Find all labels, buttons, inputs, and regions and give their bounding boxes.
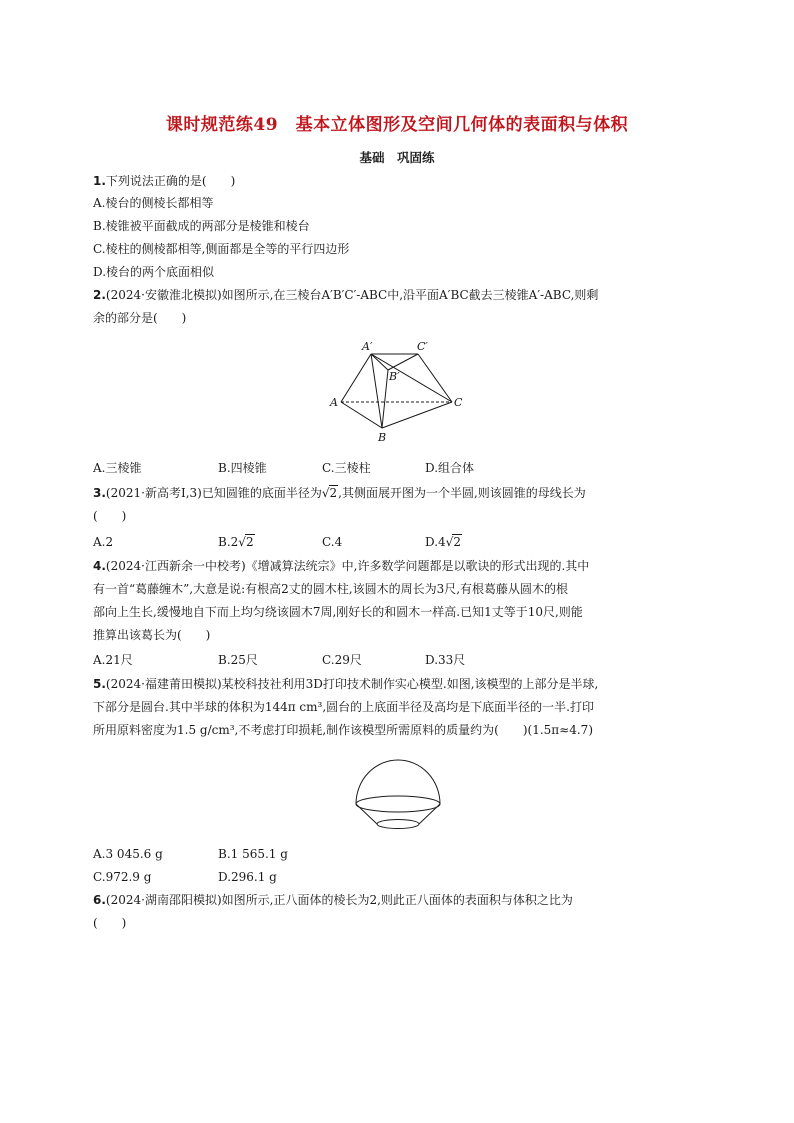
q2-option-b: B.四棱锥 bbox=[218, 461, 267, 475]
q3-option-b-radicand: 2 bbox=[245, 535, 254, 549]
hemisphere-outline bbox=[356, 760, 440, 804]
q5-option-a: A.3 045.6 g bbox=[93, 847, 163, 861]
edge-a1-c bbox=[371, 354, 452, 402]
q1-option-b: B.棱锥被平面截成的两部分是棱锥和棱台 bbox=[93, 219, 310, 233]
q3-option-b bbox=[218, 533, 255, 551]
edge-a-a1 bbox=[341, 354, 371, 402]
edge-b1-c1 bbox=[388, 354, 418, 370]
q6-line1-text: (2024·湖南邵阳模拟)如图所示,正八面体的棱长为2,则此正八面体的表面积与体积之比为 bbox=[105, 893, 573, 907]
q3-number: 3. bbox=[93, 486, 106, 500]
q2-option-a: A.三棱锥 bbox=[93, 461, 142, 475]
q4-line3: 部向上生长,缓慢地自下而上均匀绕该圆木7周,刚好长的和圆木一样高.已知1丈等于10尺,则能 bbox=[93, 605, 583, 619]
edge-c-c1 bbox=[418, 354, 452, 402]
label-c1: C′ bbox=[417, 340, 428, 353]
q3-stem-pre: (2021·新高考Ⅰ,3)已知圆锥的底面半径为 bbox=[105, 486, 322, 500]
q4-option-d: D.33尺 bbox=[425, 653, 466, 667]
q5-option-d: D.296.1 g bbox=[218, 870, 277, 884]
q2-number: 2. bbox=[93, 288, 106, 302]
q6-line1 bbox=[93, 891, 573, 909]
frustum-bottom-ellipse bbox=[377, 820, 419, 829]
q4-line1 bbox=[93, 557, 589, 575]
q3-option-c: C.4 bbox=[322, 535, 343, 549]
q4-option-b: B.25尺 bbox=[218, 653, 258, 667]
q1-option-d: D.棱台的两个底面相似 bbox=[93, 265, 215, 279]
page-title: 课时规范练49 基本立体图形及空间几何体的表面积与体积 bbox=[165, 115, 629, 135]
q1-option-a: A.棱台的侧棱长都相等 bbox=[93, 196, 214, 210]
q1-option-c: C.棱柱的侧棱都相等,侧面都是全等的平行四边形 bbox=[93, 242, 350, 256]
section-subtitle: 基础 巩固练 bbox=[359, 150, 435, 165]
q3-option-d-radicand: 2 bbox=[453, 535, 461, 549]
q3-stem-line1 bbox=[93, 484, 586, 502]
q6-number: 6. bbox=[93, 893, 106, 907]
q3-sqrt: √2 bbox=[321, 486, 338, 500]
label-a1: A′ bbox=[362, 340, 373, 353]
q1-stem-text: 下列说法正确的是( ) bbox=[105, 174, 236, 188]
q3-option-d-text: D.4 bbox=[425, 535, 446, 549]
q2-option-d: D.组合体 bbox=[425, 461, 475, 475]
edge-a-b bbox=[341, 402, 382, 428]
label-c: C bbox=[454, 396, 463, 409]
q3-stem-line2: ( ) bbox=[93, 509, 127, 523]
q4-line1-text: (2024·江西新余一中校考)《增减算法统宗》中,许多数学问题都是以歌诀的形式出现的.其中 bbox=[105, 559, 590, 573]
q5-line3: 所用原料密度为1.5 g/cm³,不考虑打印损耗,制作该模型所需原料的质量约为( )(1.5π≈4.7) bbox=[93, 723, 594, 737]
frustum-left-side bbox=[356, 804, 377, 824]
q3-stem-post: ,其侧面展开图为一个半圆,则该圆锥的母线长为 bbox=[338, 486, 586, 500]
q3-option-a: A.2 bbox=[93, 535, 114, 549]
q3-option-d bbox=[425, 533, 462, 551]
q3-option-b-text: B.2 bbox=[218, 535, 239, 549]
hemisphere-frustum-figure bbox=[353, 752, 443, 832]
q2-stem-line2: 余的部分是( ) bbox=[93, 311, 187, 325]
q4-option-a: A.21尺 bbox=[93, 653, 133, 667]
q4-line2: 有一首“葛藤缠木”,大意是说:有根高2丈的圆木柱,该圆木的周长为3尺,有根葛藤从圆木的根 bbox=[93, 582, 569, 596]
q1-stem bbox=[93, 172, 235, 190]
q5-line2: 下部分是圆台.其中半球的体积为144π cm³,圆台的上底面半径及高均是下底面半径的一半.打印 bbox=[93, 700, 594, 714]
edge-a1-b bbox=[371, 354, 382, 428]
q4-line4: 推算出该葛长为( ) bbox=[93, 628, 211, 642]
q5-option-c: C.972.9 g bbox=[93, 870, 152, 884]
q6-line2: ( ) bbox=[93, 916, 127, 930]
q5-line1 bbox=[93, 675, 598, 693]
frustum-right-side bbox=[419, 804, 440, 824]
q2-stem-line1 bbox=[93, 286, 598, 304]
edge-b-c bbox=[382, 402, 452, 428]
edge-b-b1 bbox=[382, 370, 388, 428]
q4-option-c: C.29尺 bbox=[322, 653, 362, 667]
q5-line1-text: (2024·福建莆田模拟)某校科技社利用3D打印技术制作实心模型.如图,该模型的上部分是半球, bbox=[105, 677, 599, 691]
q4-number: 4. bbox=[93, 559, 106, 573]
q3-option-b-sqrt: √2 bbox=[238, 535, 254, 549]
label-b: B bbox=[378, 431, 387, 444]
q2-stem-text: (2024·安徽淮北模拟)如图所示,在三棱台A′B′C′-ABC中,沿平面A′BC截去三棱锥A′-ABC,则剩 bbox=[105, 288, 599, 302]
frustum-figure bbox=[320, 340, 480, 450]
great-circle-ellipse bbox=[356, 796, 440, 812]
q3-option-d-sqrt: √2 bbox=[445, 535, 461, 549]
q3-sqrt-radicand: 2 bbox=[329, 486, 338, 500]
q5-option-b: B.1 565.1 g bbox=[218, 847, 288, 861]
q2-option-c: C.三棱柱 bbox=[322, 461, 371, 475]
label-b1: B′ bbox=[389, 370, 400, 383]
q5-number: 5. bbox=[93, 677, 106, 691]
q1-number: 1. bbox=[93, 174, 106, 188]
label-a: A bbox=[330, 396, 338, 409]
